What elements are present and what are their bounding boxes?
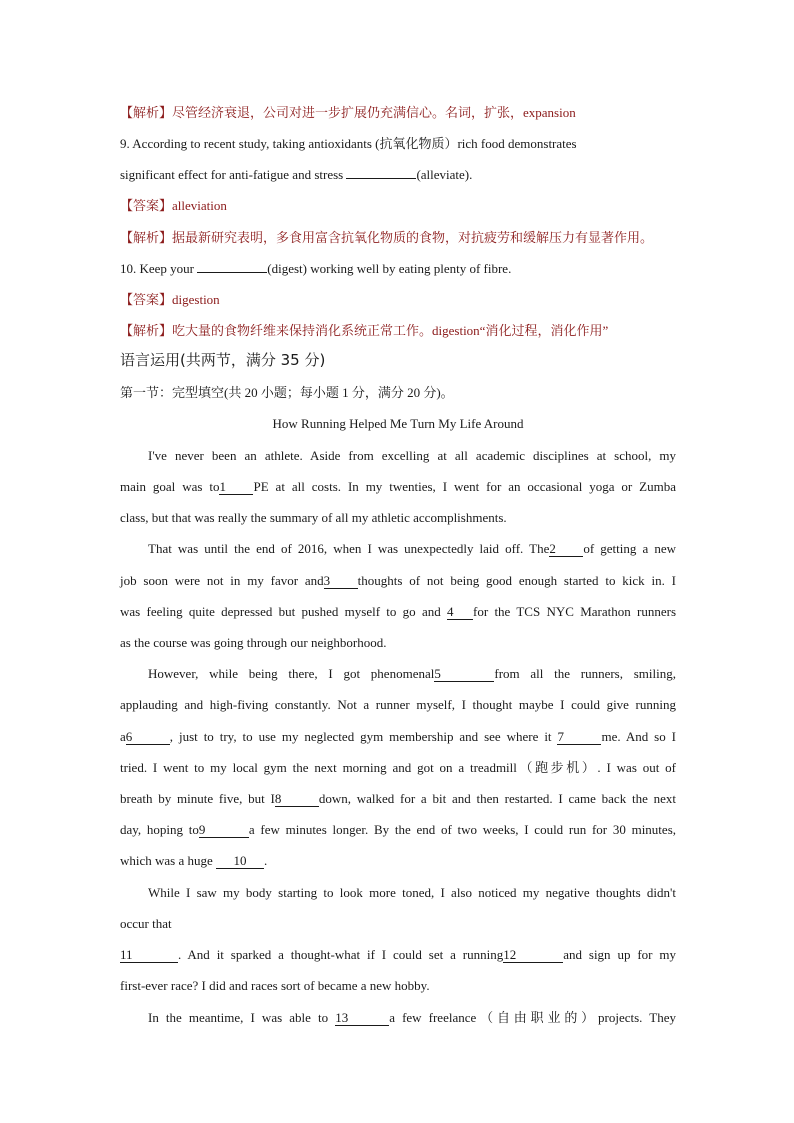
passage-line: was feeling quite depressed but pushed myself to go and 4 for the TCS NYC Marathon runners (120, 604, 677, 619)
answer-9 (120, 197, 676, 215)
passage-line: day, hoping to9 a few minutes longer. By the end of two weeks, I could run for 30 minutes, (120, 822, 677, 837)
explanation-text: 尽管经济衰退，公司对进一步扩展仍充满信心。名词，扩张，expansion (172, 105, 576, 120)
passage-line: In the meantime, I was able to 13 a few freelance（自由职业的）projects. They (148, 1010, 676, 1025)
cloze-blank: 2 (549, 542, 583, 557)
question-9-line-1: 9. According to recent study, taking antioxidants (抗氧化物质）rich food demonstrates (120, 136, 577, 151)
explanation-tag: 【解析】 (120, 105, 173, 120)
passage-line: tried. I went to my local gym the next morning and got on a treadmill（跑步机）. I was out of (120, 760, 676, 775)
cloze-blank: 9 (199, 823, 249, 838)
answer-text: alleviation (172, 198, 227, 213)
cloze-blank: 7 (557, 730, 601, 745)
cloze-blank: 1 (219, 480, 253, 495)
passage-line: applauding and high-fiving constantly. Not a runner myself, I thought maybe I could give running (120, 697, 676, 712)
passage-line: That was until the end of 2016, when I was unexpectedly laid off. The2 of getting a new (148, 541, 676, 556)
passage-line: a6 , just to try, to use my neglected gym membership and see where it 7 me. And so I (120, 729, 676, 744)
cloze-blank: 4 (447, 605, 473, 620)
explanation-text: 据最新研究表明，多食用富含抗氧化物质的食物，对抗疲劳和缓解压力有显著作用。 (172, 230, 654, 245)
passage-line: While I saw my body starting to look more toned, I also noticed my negative thoughts didn't (148, 885, 676, 900)
section-heading: 语言运用(共两节，满分 35 分) (120, 351, 326, 369)
explanation-10 (120, 322, 676, 340)
cloze-blank: 12 (503, 948, 563, 963)
passage-line: class, but that was really the summary of all my athletic accomplishments. (120, 510, 507, 525)
answer-10 (120, 291, 676, 309)
explanation-tag: 【解析】 (120, 230, 173, 245)
explanation-9 (120, 229, 676, 247)
passage-line: occur that (120, 916, 172, 931)
passage-line: which was a huge 10 . (120, 853, 268, 868)
cloze-blank: 8 (275, 792, 319, 807)
passage-line: main goal was to1 PE at all costs. In my twenties, I went for an occasional yoga or Zumba (120, 479, 676, 494)
explanation-tag: 【解析】 (120, 323, 173, 338)
answer-tag: 【答案】 (120, 292, 173, 307)
passage-line: first-ever race? I did and races sort of became a new hobby. (120, 978, 430, 993)
passage-line: job soon were not in my favor and3 thoughts of not being good enough started to kick in. I (120, 573, 676, 588)
explanation-8 (120, 104, 676, 122)
question-9-line-2: significant effect for anti-fatigue and stress (alleviate). (120, 167, 473, 182)
passage-line: However, while being there, I got phenomenal5 from all the runners, smiling, (148, 666, 676, 681)
passage-line: 11 . And it sparked a thought-what if I could set a running12 and sign up for my (120, 947, 676, 962)
passage-line: as the course was going through our neighborhood. (120, 635, 387, 650)
cloze-blank: 6 (126, 730, 170, 745)
answer-tag: 【答案】 (120, 198, 173, 213)
passage-line: I've never been an athlete. Aside from excelling at all academic disciplines at school, my (148, 448, 676, 463)
passage-line: breath by minute five, but I8 down, walked for a bit and then restarted. I came back the next (120, 791, 676, 806)
passage-title: How Running Helped Me Turn My Life Around (272, 416, 524, 431)
cloze-blank: 11 (120, 948, 178, 963)
cloze-blank: 10 (216, 854, 264, 869)
cloze-blank: 13 (335, 1011, 389, 1026)
subsection-heading: 第一节：完型填空(共 20 小题；每小题 1 分，满分 20 分)。 (120, 385, 454, 400)
explanation-text: 吃大量的食物纤维来保持消化系统正常工作。digestion“消化过程，消化作用” (172, 323, 609, 338)
cloze-blank: 3 (324, 574, 358, 589)
answer-blank (346, 178, 416, 179)
answer-blank (197, 272, 267, 273)
cloze-blank: 5 (434, 667, 494, 682)
answer-text: digestion (172, 292, 220, 307)
question-10: 10. Keep your (digest) working well by eating plenty of fibre. (120, 261, 512, 276)
